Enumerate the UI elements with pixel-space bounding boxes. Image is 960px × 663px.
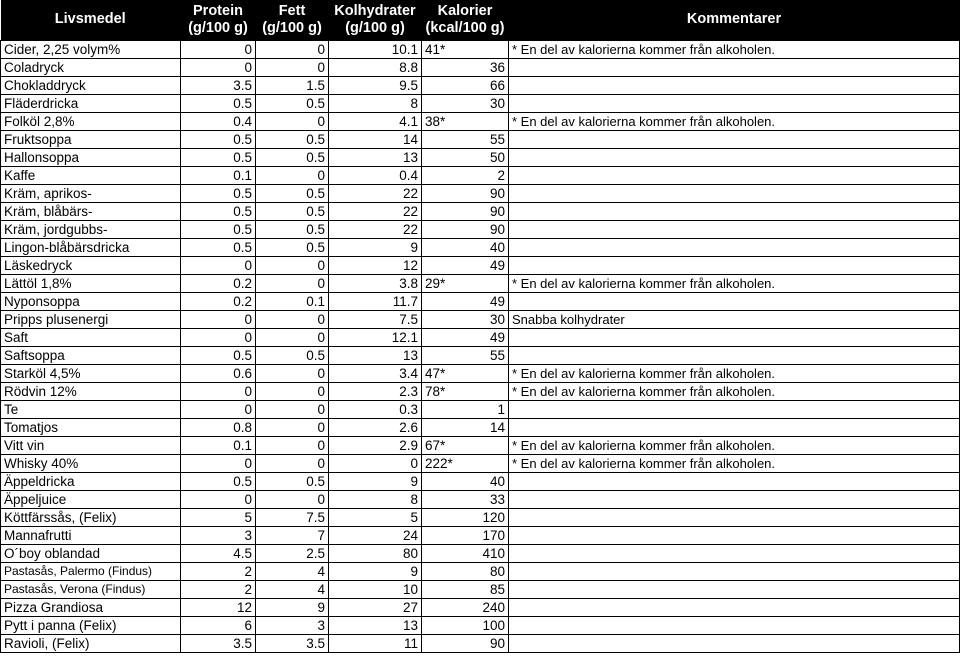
cell-livsmedel: Folköl 2,8% (1, 112, 181, 130)
cell-fett: 3.5 (256, 634, 329, 652)
cell-livsmedel: Saftsoppa (1, 346, 181, 364)
header-title: Protein (193, 2, 243, 19)
cell-protein: 0 (181, 40, 256, 58)
cell-kalorier: 36 (422, 58, 509, 76)
cell-fett: 0 (256, 166, 329, 184)
cell-protein: 0.1 (181, 436, 256, 454)
cell-protein: 0 (181, 328, 256, 346)
cell-protein: 0.5 (181, 148, 256, 166)
cell-protein: 12 (181, 598, 256, 616)
cell-kommentar (509, 256, 960, 274)
cell-fett: 0.5 (256, 148, 329, 166)
cell-kommentar (509, 472, 960, 490)
table-row (1, 616, 960, 634)
cell-kolhydrater: 27 (329, 598, 422, 616)
cell-protein: 0.1 (181, 166, 256, 184)
cell-livsmedel: Hallonsoppa (1, 148, 181, 166)
table-row (1, 580, 960, 598)
cell-kolhydrater: 10 (329, 580, 422, 598)
header-kalorier (422, 0, 509, 40)
cell-fett: 0 (256, 364, 329, 382)
header-row (1, 0, 960, 40)
cell-fett: 7.5 (256, 508, 329, 526)
cell-kolhydrater: 9 (329, 472, 422, 490)
cell-livsmedel: O´boy oblandad (1, 544, 181, 562)
cell-kalorier: 49 (422, 256, 509, 274)
cell-livsmedel: Lingon-blåbärsdricka (1, 238, 181, 256)
cell-kalorier: 85 (422, 580, 509, 598)
cell-kalorier: 14 (422, 418, 509, 436)
cell-livsmedel: Cider, 2,25 volym% (1, 40, 181, 58)
cell-livsmedel: Vitt vin (1, 436, 181, 454)
table-row (1, 418, 960, 436)
cell-protein: 0.5 (181, 472, 256, 490)
cell-kolhydrater: 12.1 (329, 328, 422, 346)
table-row (1, 328, 960, 346)
cell-fett: 1.5 (256, 76, 329, 94)
cell-kalorier: 66 (422, 76, 509, 94)
table-row (1, 562, 960, 580)
table-row (1, 220, 960, 238)
cell-kolhydrater: 7.5 (329, 310, 422, 328)
table-row (1, 634, 960, 652)
cell-kommentar (509, 508, 960, 526)
table-row (1, 436, 960, 454)
header-kommentarer (509, 0, 960, 40)
cell-kalorier: 90 (422, 202, 509, 220)
cell-kommentar (509, 598, 960, 616)
cell-livsmedel: Ravioli, (Felix) (1, 634, 181, 652)
cell-kommentar (509, 418, 960, 436)
cell-fett: 0 (256, 490, 329, 508)
cell-fett: 2.5 (256, 544, 329, 562)
cell-kolhydrater: 3.8 (329, 274, 422, 292)
cell-fett: 0 (256, 40, 329, 58)
cell-kommentar (509, 166, 960, 184)
cell-kalorier: 33 (422, 490, 509, 508)
cell-kommentar: * En del av kalorierna kommer från alkoholen. (509, 364, 960, 382)
cell-kalorier: 90 (422, 184, 509, 202)
header-title: Kalorier (437, 2, 493, 19)
cell-protein: 0.5 (181, 202, 256, 220)
cell-protein: 0.2 (181, 274, 256, 292)
cell-kalorier: 41* (422, 40, 509, 58)
cell-kalorier: 78* (422, 382, 509, 400)
cell-kommentar (509, 346, 960, 364)
cell-kommentar (509, 238, 960, 256)
table-row (1, 40, 960, 58)
cell-kalorier: 55 (422, 130, 509, 148)
cell-kolhydrater: 13 (329, 346, 422, 364)
cell-kolhydrater: 2.9 (329, 436, 422, 454)
cell-fett: 7 (256, 526, 329, 544)
cell-kolhydrater: 3.4 (329, 364, 422, 382)
cell-protein: 0 (181, 400, 256, 418)
cell-kommentar (509, 184, 960, 202)
cell-kalorier: 49 (422, 292, 509, 310)
cell-kommentar: * En del av kalorierna kommer från alkoholen. (509, 382, 960, 400)
table-row (1, 112, 960, 130)
cell-livsmedel: Pizza Grandiosa (1, 598, 181, 616)
cell-kolhydrater: 9 (329, 238, 422, 256)
table-row (1, 346, 960, 364)
table-row (1, 76, 960, 94)
cell-fett: 0.5 (256, 202, 329, 220)
cell-kolhydrater: 2.3 (329, 382, 422, 400)
table-row (1, 238, 960, 256)
cell-kommentar: * En del av kalorierna kommer från alkoholen. (509, 436, 960, 454)
cell-kolhydrater: 80 (329, 544, 422, 562)
header-unit: (g/100 g) (188, 19, 248, 36)
table-row (1, 454, 960, 472)
cell-livsmedel: Kräm, jordgubbs- (1, 220, 181, 238)
cell-kommentar (509, 634, 960, 652)
cell-kolhydrater: 0.3 (329, 400, 422, 418)
table-row (1, 598, 960, 616)
cell-livsmedel: Rödvin 12% (1, 382, 181, 400)
table-row (1, 490, 960, 508)
cell-kalorier: 170 (422, 526, 509, 544)
cell-livsmedel: Läskedryck (1, 256, 181, 274)
table-row (1, 94, 960, 112)
cell-kalorier: 30 (422, 310, 509, 328)
cell-fett: 0 (256, 454, 329, 472)
cell-kommentar (509, 562, 960, 580)
header-title: Kolhydrater (334, 2, 416, 19)
cell-kommentar (509, 148, 960, 166)
cell-fett: 0 (256, 418, 329, 436)
cell-fett: 0.5 (256, 220, 329, 238)
table-row (1, 166, 960, 184)
cell-fett: 9 (256, 598, 329, 616)
table-row (1, 148, 960, 166)
cell-protein: 0 (181, 490, 256, 508)
cell-protein: 0.5 (181, 184, 256, 202)
cell-livsmedel: Kräm, blåbärs- (1, 202, 181, 220)
cell-kalorier: 29* (422, 274, 509, 292)
cell-kalorier: 67* (422, 436, 509, 454)
cell-kommentar: * En del av kalorierna kommer från alkoholen. (509, 274, 960, 292)
cell-kommentar (509, 94, 960, 112)
table-row (1, 58, 960, 76)
header-unit: (kcal/100 g) (425, 19, 505, 36)
cell-protein: 0.5 (181, 130, 256, 148)
cell-livsmedel: Pripps plusenergi (1, 310, 181, 328)
cell-protein: 0.6 (181, 364, 256, 382)
cell-kommentar (509, 130, 960, 148)
cell-protein: 0.4 (181, 112, 256, 130)
cell-kommentar (509, 400, 960, 418)
cell-fett: 4 (256, 562, 329, 580)
cell-fett: 0 (256, 382, 329, 400)
table-row (1, 364, 960, 382)
table-row (1, 130, 960, 148)
cell-livsmedel: Kräm, aprikos- (1, 184, 181, 202)
cell-kalorier: 1 (422, 400, 509, 418)
cell-kommentar (509, 58, 960, 76)
cell-fett: 0.5 (256, 346, 329, 364)
cell-kalorier: 222* (422, 454, 509, 472)
cell-livsmedel: Fruktsoppa (1, 130, 181, 148)
cell-protein: 2 (181, 580, 256, 598)
cell-kalorier: 40 (422, 238, 509, 256)
header-unit: (g/100 g) (262, 19, 322, 36)
cell-fett: 0.5 (256, 130, 329, 148)
cell-kommentar: Snabba kolhydrater (509, 310, 960, 328)
cell-kolhydrater: 12 (329, 256, 422, 274)
cell-kommentar (509, 220, 960, 238)
cell-livsmedel: Fläderdricka (1, 94, 181, 112)
cell-kolhydrater: 24 (329, 526, 422, 544)
cell-kommentar: * En del av kalorierna kommer från alkoholen. (509, 112, 960, 130)
cell-fett: 0.5 (256, 472, 329, 490)
cell-protein: 6 (181, 616, 256, 634)
cell-kalorier: 410 (422, 544, 509, 562)
cell-kolhydrater: 10.1 (329, 40, 422, 58)
cell-livsmedel: Nyponsoppa (1, 292, 181, 310)
cell-livsmedel: Whisky 40% (1, 454, 181, 472)
cell-protein: 5 (181, 508, 256, 526)
header-fett (256, 0, 329, 40)
table-row (1, 508, 960, 526)
cell-kolhydrater: 8 (329, 490, 422, 508)
cell-kalorier: 2 (422, 166, 509, 184)
cell-kolhydrater: 0.4 (329, 166, 422, 184)
table-row (1, 472, 960, 490)
cell-kommentar (509, 292, 960, 310)
cell-kolhydrater: 13 (329, 148, 422, 166)
cell-livsmedel: Starköl 4,5% (1, 364, 181, 382)
cell-protein: 0 (181, 454, 256, 472)
cell-kolhydrater: 13 (329, 616, 422, 634)
cell-protein: 0.5 (181, 238, 256, 256)
table-row (1, 256, 960, 274)
table-row (1, 382, 960, 400)
cell-kalorier: 240 (422, 598, 509, 616)
cell-livsmedel: Kaffe (1, 166, 181, 184)
cell-protein: 0.5 (181, 346, 256, 364)
cell-kolhydrater: 22 (329, 202, 422, 220)
cell-kolhydrater: 8 (329, 94, 422, 112)
cell-kalorier: 47* (422, 364, 509, 382)
cell-kommentar: * En del av kalorierna kommer från alkoholen. (509, 454, 960, 472)
cell-protein: 4.5 (181, 544, 256, 562)
cell-kalorier: 30 (422, 94, 509, 112)
cell-fett: 0 (256, 400, 329, 418)
cell-livsmedel: Mannafrutti (1, 526, 181, 544)
cell-kalorier: 100 (422, 616, 509, 634)
cell-kommentar (509, 202, 960, 220)
cell-protein: 0.5 (181, 220, 256, 238)
cell-livsmedel: Pastasås, Verona (Findus) (1, 580, 181, 598)
cell-protein: 0 (181, 58, 256, 76)
cell-fett: 0 (256, 256, 329, 274)
header-livsmedel (1, 0, 181, 40)
cell-kolhydrater: 11 (329, 634, 422, 652)
table-row (1, 292, 960, 310)
cell-kolhydrater: 22 (329, 220, 422, 238)
cell-kolhydrater: 8.8 (329, 58, 422, 76)
cell-livsmedel: Chokladdryck (1, 76, 181, 94)
table-row (1, 544, 960, 562)
cell-kommentar (509, 544, 960, 562)
table-row (1, 184, 960, 202)
cell-kommentar: * En del av kalorierna kommer från alkoholen. (509, 40, 960, 58)
header-kolhydrater (329, 0, 422, 40)
cell-fett: 0.5 (256, 94, 329, 112)
cell-kalorier: 40 (422, 472, 509, 490)
cell-protein: 0.8 (181, 418, 256, 436)
cell-protein: 0.2 (181, 292, 256, 310)
cell-protein: 0.5 (181, 94, 256, 112)
cell-kolhydrater: 9.5 (329, 76, 422, 94)
cell-kolhydrater: 0 (329, 454, 422, 472)
cell-fett: 3 (256, 616, 329, 634)
cell-fett: 0 (256, 328, 329, 346)
header-protein (181, 0, 256, 40)
cell-livsmedel: Äppeljuice (1, 490, 181, 508)
cell-fett: 0.5 (256, 184, 329, 202)
cell-livsmedel: Te (1, 400, 181, 418)
cell-kalorier: 38* (422, 112, 509, 130)
cell-kalorier: 90 (422, 634, 509, 652)
cell-kalorier: 50 (422, 148, 509, 166)
cell-fett: 0.1 (256, 292, 329, 310)
cell-fett: 4 (256, 580, 329, 598)
cell-kommentar (509, 490, 960, 508)
cell-kommentar (509, 616, 960, 634)
cell-fett: 0 (256, 274, 329, 292)
table-row (1, 310, 960, 328)
cell-livsmedel: Pastasås, Palermo (Findus) (1, 562, 181, 580)
cell-kolhydrater: 14 (329, 130, 422, 148)
cell-protein: 0 (181, 310, 256, 328)
cell-kalorier: 49 (422, 328, 509, 346)
header-title: Fett (278, 2, 306, 19)
cell-kommentar (509, 76, 960, 94)
cell-fett: 0 (256, 58, 329, 76)
cell-kolhydrater: 22 (329, 184, 422, 202)
cell-livsmedel: Äppeldricka (1, 472, 181, 490)
cell-livsmedel: Saft (1, 328, 181, 346)
table-row (1, 400, 960, 418)
header-unit: (g/100 g) (345, 19, 405, 36)
cell-kalorier: 55 (422, 346, 509, 364)
header-title: Kommentarer (686, 11, 782, 28)
cell-livsmedel: Lättöl 1,8% (1, 274, 181, 292)
cell-protein: 3.5 (181, 76, 256, 94)
cell-kolhydrater: 11.7 (329, 292, 422, 310)
cell-kolhydrater: 5 (329, 508, 422, 526)
cell-protein: 2 (181, 562, 256, 580)
cell-kolhydrater: 4.1 (329, 112, 422, 130)
cell-protein: 0 (181, 382, 256, 400)
cell-fett: 0 (256, 112, 329, 130)
cell-protein: 3 (181, 526, 256, 544)
cell-kommentar (509, 526, 960, 544)
cell-kommentar (509, 580, 960, 598)
cell-fett: 0.5 (256, 238, 329, 256)
table-row (1, 202, 960, 220)
cell-fett: 0 (256, 310, 329, 328)
cell-kolhydrater: 9 (329, 562, 422, 580)
cell-kolhydrater: 2.6 (329, 418, 422, 436)
table-row (1, 274, 960, 292)
cell-kalorier: 90 (422, 220, 509, 238)
table-row (1, 526, 960, 544)
cell-livsmedel: Tomatjos (1, 418, 181, 436)
cell-kommentar (509, 328, 960, 346)
table-body (1, 40, 960, 652)
cell-fett: 0 (256, 436, 329, 454)
cell-kalorier: 80 (422, 562, 509, 580)
cell-livsmedel: Pytt i panna (Felix) (1, 616, 181, 634)
cell-protein: 0 (181, 256, 256, 274)
cell-livsmedel: Coladryck (1, 58, 181, 76)
cell-livsmedel: Köttfärssås, (Felix) (1, 508, 181, 526)
cell-protein: 3.5 (181, 634, 256, 652)
header-title: Livsmedel (54, 11, 126, 28)
cell-kalorier: 120 (422, 508, 509, 526)
